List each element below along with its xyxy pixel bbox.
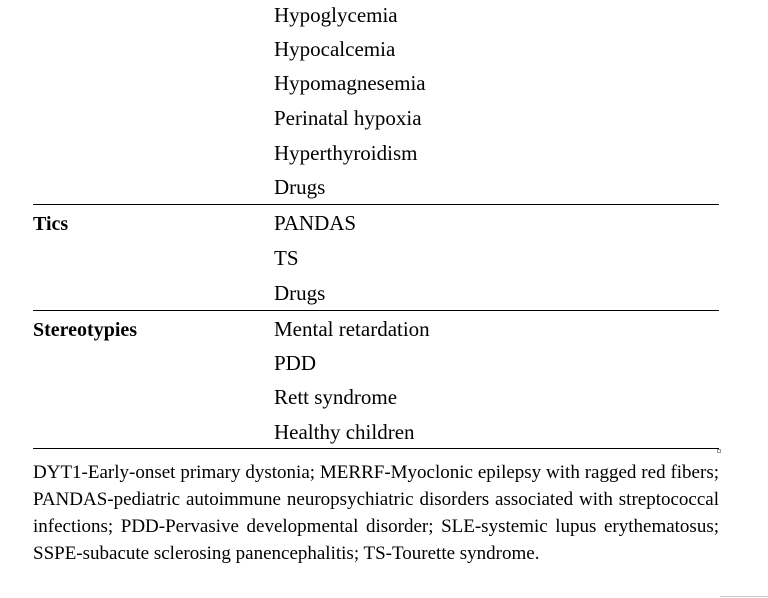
table-item: Mental retardation — [274, 317, 430, 341]
table-item: Hyperthyroidism — [274, 141, 418, 165]
table-item: Hypoglycemia — [274, 3, 398, 27]
table-footnote: DYT1-Early-onset primary dystonia; MERRF-Myoclonic epilepsy with ragged red fibers; PANDAS-pediatric autoimmune neuropsychiatric disorders associated with streptococcal infections; PDD-Pervasive developmental disorder; SLE-systemic lupus erythematosus; SSPE-subacute sclerosing panencephalitis; TS-Tourette syndrome. — [33, 462, 719, 564]
table-item: Hypocalcemia — [274, 37, 396, 61]
table-item: PDD — [274, 351, 317, 375]
cell-end-marker — [717, 449, 721, 453]
table-item: Drugs — [274, 281, 326, 305]
table-row-divider — [33, 310, 719, 311]
page-edge-line — [720, 596, 768, 597]
table-row-divider — [33, 204, 719, 205]
table-item: PANDAS — [274, 211, 357, 235]
category-label-tics: Tics — [33, 213, 69, 235]
table-item: Drugs — [274, 175, 326, 199]
table-item: Rett syndrome — [274, 385, 398, 409]
table-item: Hypomagnesemia — [274, 71, 426, 95]
category-label-stereotypies: Stereotypies — [33, 319, 138, 341]
table-item: Perinatal hypoxia — [274, 106, 422, 130]
table-item: TS — [274, 246, 299, 270]
table-item: Healthy children — [274, 420, 415, 444]
table-bottom-rule — [33, 448, 719, 449]
